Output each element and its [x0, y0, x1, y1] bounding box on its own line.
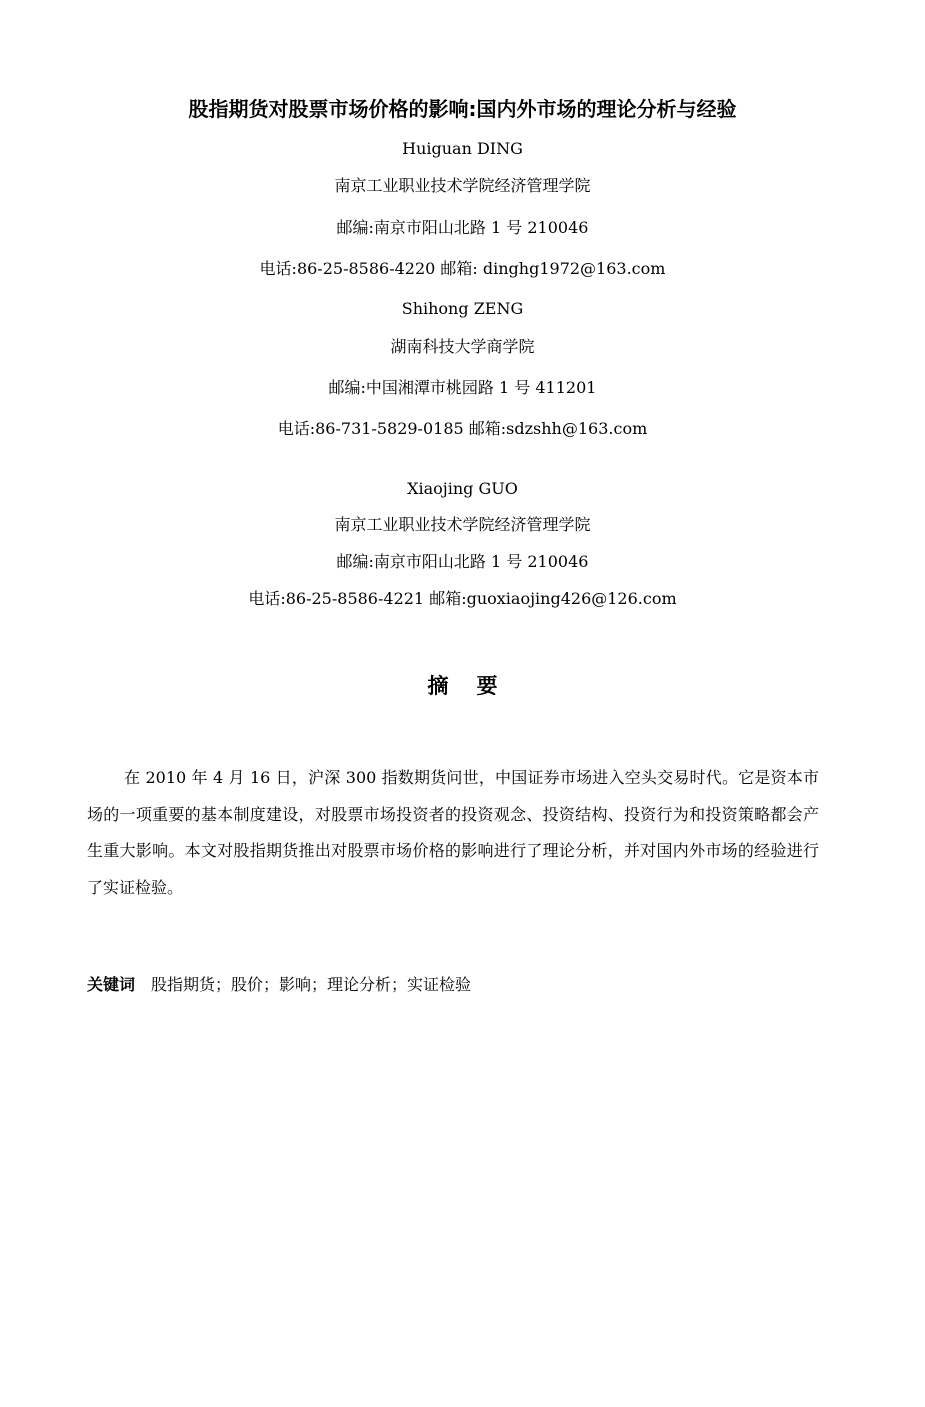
- keywords-label: 关键词: [87, 975, 136, 994]
- author-affiliation: 南京工业职业技术学院经济管理学院: [334, 515, 591, 534]
- author-contact: 电话:86-25-8586-4221 邮箱:guoxiaojing426@126.com: [248, 589, 677, 608]
- author-name: Xiaojing GUO: [407, 479, 518, 498]
- author-name: Huiguan DING: [402, 139, 523, 158]
- author-address: 邮编:中国湘潭市桃园路 1 号 411201: [328, 378, 597, 397]
- paper-title: 股指期货对股票市场价格的影响:国内外市场的理论分析与经验: [188, 97, 737, 121]
- author-affiliation: 南京工业职业技术学院经济管理学院: [334, 176, 591, 195]
- author-contact: 电话:86-731-5829-0185 邮箱:sdzshh@163.com: [277, 419, 648, 438]
- author-address: 邮编:南京市阳山北路 1 号 210046: [336, 218, 589, 237]
- author-name: Shihong ZENG: [401, 299, 524, 318]
- keywords-line: [87, 974, 471, 996]
- keywords-text: 股指期货；股价；影响；理论分析；实证检验: [151, 975, 472, 994]
- abstract-heading: 摘要: [427, 674, 526, 698]
- abstract-body: 在 2010 年 4 月 16 日，沪深 300 指数期货问世，中国证券市场进入空头交易时代。它是资本市场的一项重要的基本制度建设，对股票市场投资者的投资观念、投资结构、投资行为和投资策略都会产生重大影响。本文对股指期货推出对股票市场价格的影响进行了理论分析，并对国内外市场的经验进行了实证检验。: [87, 768, 819, 897]
- author-contact: 电话:86-25-8586-4220 邮箱: dinghg1972@163.com: [259, 259, 666, 278]
- author-address: 邮编:南京市阳山北路 1 号 210046: [336, 552, 589, 571]
- author-affiliation: 湖南科技大学商学院: [390, 337, 535, 356]
